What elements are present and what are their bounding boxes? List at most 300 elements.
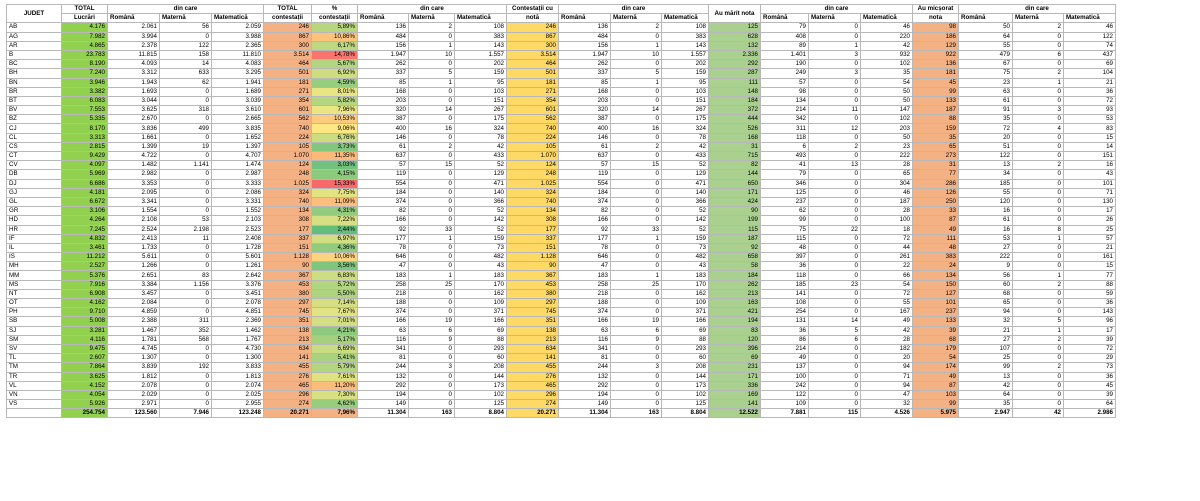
cell-total-contestatii: 138 <box>264 326 312 335</box>
cell-nota-romana: 177 <box>559 234 611 243</box>
cell-micsorat-matematica: 101 <box>1064 179 1116 188</box>
cell-au-micsorat: 31 <box>913 161 959 170</box>
cell-pct-contestatii: 5,89% <box>312 23 358 32</box>
cell-marit-materna: 0 <box>809 216 861 225</box>
cell-lucrari-materna: 62 <box>160 78 212 87</box>
cell-au-marit: 262 <box>709 280 761 289</box>
cell-lucrari-matematica: 3.988 <box>212 32 264 41</box>
cell-total-lucrari: 7.982 <box>62 32 108 41</box>
cell-lucrari-matematica: 2.086 <box>212 188 264 197</box>
cell-lucrari-romana: 1.554 <box>108 207 160 216</box>
cell-contestatii-materna: 1 <box>409 234 455 243</box>
cell-contestatii-romana: 119 <box>358 170 409 179</box>
cell-au-micsorat: 65 <box>913 142 959 151</box>
cell-lucrari-materna: 0 <box>160 344 212 353</box>
cell-judet: DB <box>7 170 62 179</box>
cell-marit-matematica: 147 <box>861 106 913 115</box>
cell-nota-materna: 19 <box>611 317 662 326</box>
cell-nota-romana: 11.304 <box>559 409 611 418</box>
table-row <box>7 23 1116 32</box>
cell-contestatii-romana: 63 <box>358 326 409 335</box>
cell-nota-romana: 188 <box>559 299 611 308</box>
cell-contestatii-romana: 132 <box>358 372 409 381</box>
cell-lucrari-materna: 0 <box>160 372 212 381</box>
header-pct-contestatii-1: % <box>312 5 358 14</box>
cell-micsorat-romana: 63 <box>959 87 1013 96</box>
cell-lucrari-matematica: 3.451 <box>212 289 264 298</box>
cell-micsorat-romana: 34 <box>959 170 1013 179</box>
cell-lucrari-romana: 2.388 <box>108 317 160 326</box>
cell-contestatii-matematica: 108 <box>455 23 507 32</box>
cell-nota-romana: 374 <box>559 197 611 206</box>
cell-lucrari-matematica: 1.652 <box>212 133 264 142</box>
cell-pct-contestatii: 2,44% <box>312 225 358 234</box>
cell-marit-materna: 0 <box>809 381 861 390</box>
cell-lucrari-matematica: 1.462 <box>212 326 264 335</box>
cell-contestatii-romana: 146 <box>358 133 409 142</box>
cell-marit-materna: 0 <box>809 87 861 96</box>
cell-nota-romana: 119 <box>559 170 611 179</box>
cell-total-contestatii: 90 <box>264 262 312 271</box>
header-contestatii-romana: Română <box>358 14 409 23</box>
cell-nota-materna: 1 <box>611 271 662 280</box>
header-au-micsorat-2: nota <box>913 14 959 23</box>
cell-lucrari-materna: 2.198 <box>160 225 212 234</box>
cell-nota-matematica: 102 <box>662 390 709 399</box>
cell-total-contestatii: 224 <box>264 133 312 142</box>
cell-marit-matematica: 28 <box>861 161 913 170</box>
cell-contestatii-nota: 177 <box>507 225 559 234</box>
cell-marit-materna: 2 <box>809 142 861 151</box>
cell-nota-romana: 132 <box>559 372 611 381</box>
cell-micsorat-matematica: 53 <box>1064 115 1116 124</box>
cell-lucrari-materna: 192 <box>160 363 212 372</box>
cell-au-micsorat: 133 <box>913 317 959 326</box>
cell-judet: SM <box>7 335 62 344</box>
cell-lucrari-materna: 0 <box>160 96 212 105</box>
cell-nota-matematica: 78 <box>662 133 709 142</box>
cell-marit-romana: 36 <box>761 262 809 271</box>
cell-contestatii-nota: 138 <box>507 326 559 335</box>
cell-au-marit: 715 <box>709 152 761 161</box>
cell-total-lucrari: 4.865 <box>62 41 108 50</box>
cell-lucrari-materna: 14 <box>160 60 212 69</box>
cell-au-marit: 92 <box>709 243 761 252</box>
cell-marit-materna: 0 <box>809 197 861 206</box>
cell-nota-matematica: 103 <box>662 87 709 96</box>
cell-contestatii-nota: 464 <box>507 60 559 69</box>
cell-au-marit: 82 <box>709 161 761 170</box>
cell-nota-materna: 0 <box>611 390 662 399</box>
cell-contestatii-nota: 105 <box>507 142 559 151</box>
cell-au-marit: 69 <box>709 354 761 363</box>
cell-marit-romana: 214 <box>761 106 809 115</box>
cell-total-lucrari: 5.376 <box>62 271 108 280</box>
cell-contestatii-materna: 0 <box>409 299 455 308</box>
cell-total-lucrari: 5.008 <box>62 317 108 326</box>
cell-judet: HD <box>7 216 62 225</box>
cell-marit-materna: 0 <box>809 372 861 381</box>
cell-contestatii-matematica: 366 <box>455 197 507 206</box>
table-row <box>7 124 1116 133</box>
cell-micsorat-matematica: 21 <box>1064 78 1116 87</box>
cell-lucrari-matematica: 3.039 <box>212 96 264 105</box>
cell-au-marit: 194 <box>709 317 761 326</box>
cell-marit-materna: 3 <box>809 69 861 78</box>
cell-nota-matematica: 140 <box>662 188 709 197</box>
cell-nota-matematica: 324 <box>662 124 709 133</box>
cell-micsorat-matematica: 74 <box>1064 41 1116 50</box>
cell-micsorat-romana: 67 <box>959 60 1013 69</box>
cell-micsorat-romana: 107 <box>959 344 1013 353</box>
cell-total-lucrari: 4.097 <box>62 161 108 170</box>
cell-micsorat-materna: 0 <box>1013 299 1064 308</box>
cell-nota-matematica: 1.557 <box>662 50 709 59</box>
cell-nota-romana: 166 <box>559 317 611 326</box>
cell-marit-romana: 49 <box>761 354 809 363</box>
cell-contestatii-materna: 0 <box>409 344 455 353</box>
cell-lucrari-romana: 4.745 <box>108 344 160 353</box>
cell-marit-materna: 0 <box>809 354 861 363</box>
cell-marit-matematica: 44 <box>861 243 913 252</box>
cell-au-marit: 396 <box>709 344 761 353</box>
cell-nota-matematica: 60 <box>662 354 709 363</box>
cell-marit-romana: 397 <box>761 253 809 262</box>
cell-nota-materna: 0 <box>611 216 662 225</box>
cell-pct-contestatii: 5,17% <box>312 335 358 344</box>
cell-marit-matematica: 72 <box>861 289 913 298</box>
cell-total-lucrari: 4.176 <box>62 23 108 32</box>
cell-marit-materna: 0 <box>809 133 861 142</box>
header-nota-matematica: Matematică <box>662 14 709 23</box>
cell-marit-romana: 115 <box>761 234 809 243</box>
cell-micsorat-matematica: 26 <box>1064 216 1116 225</box>
cell-micsorat-matematica: 64 <box>1064 400 1116 409</box>
table-row <box>7 363 1116 372</box>
cell-contestatii-romana: 149 <box>358 400 409 409</box>
cell-contestatii-nota: 274 <box>507 400 559 409</box>
cell-total-lucrari: 8.170 <box>62 124 108 133</box>
table-row <box>7 317 1116 326</box>
cell-lucrari-romana: 2.524 <box>108 225 160 234</box>
cell-au-micsorat: 150 <box>913 280 959 289</box>
cell-contestatii-romana: 82 <box>358 207 409 216</box>
cell-marit-materna: 0 <box>809 400 861 409</box>
cell-contestatii-matematica: 142 <box>455 216 507 225</box>
table-row <box>7 161 1116 170</box>
cell-contestatii-materna: 0 <box>409 354 455 363</box>
cell-marit-matematica: 932 <box>861 50 913 59</box>
cell-pct-contestatii: 7,75% <box>312 188 358 197</box>
cell-marit-materna: 0 <box>809 115 861 124</box>
cell-contestatii-romana: 554 <box>358 179 409 188</box>
cell-micsorat-romana: 94 <box>959 308 1013 317</box>
cell-nota-matematica: 183 <box>662 271 709 280</box>
cell-total-contestatii: 297 <box>264 299 312 308</box>
cell-nota-materna: 10 <box>611 50 662 59</box>
table-row <box>7 87 1116 96</box>
cell-micsorat-romana: 2.947 <box>959 409 1013 418</box>
cell-nota-romana: 337 <box>559 69 611 78</box>
cell-au-marit: 120 <box>709 335 761 344</box>
table-row <box>7 326 1116 335</box>
table-row <box>7 308 1116 317</box>
cell-lucrari-materna: 0 <box>160 243 212 252</box>
cell-judet: PH <box>7 308 62 317</box>
cell-micsorat-matematica: 77 <box>1064 271 1116 280</box>
cell-micsorat-materna: 0 <box>1013 253 1064 262</box>
cell-pct-contestatii: 7,22% <box>312 216 358 225</box>
cell-marit-matematica: 182 <box>861 344 913 353</box>
cell-contestatii-nota: 745 <box>507 308 559 317</box>
cell-au-micsorat: 99 <box>913 400 959 409</box>
cell-total-contestatii: 867 <box>264 32 312 41</box>
cell-contestatii-matematica: 143 <box>455 41 507 50</box>
cell-marit-matematica: 20 <box>861 354 913 363</box>
cell-judet <box>7 409 62 418</box>
cell-au-micsorat: 77 <box>913 170 959 179</box>
cell-nota-materna: 2 <box>611 142 662 151</box>
cell-total-lucrari: 9.429 <box>62 152 108 161</box>
cell-total-contestatii: 453 <box>264 280 312 289</box>
cell-pct-contestatii: 5,41% <box>312 354 358 363</box>
cell-micsorat-matematica: 88 <box>1064 280 1116 289</box>
cell-contestatii-nota: 271 <box>507 87 559 96</box>
cell-contestatii-romana: 81 <box>358 354 409 363</box>
cell-lucrari-materna: 0 <box>160 87 212 96</box>
cell-judet: BZ <box>7 115 62 124</box>
cell-pct-contestatii: 6,97% <box>312 234 358 243</box>
cell-micsorat-materna: 3 <box>1013 106 1064 115</box>
cell-micsorat-matematica: 57 <box>1064 234 1116 243</box>
cell-marit-materna: 5 <box>809 326 861 335</box>
cell-pct-contestatii: 10,86% <box>312 32 358 41</box>
cell-total-contestatii: 324 <box>264 188 312 197</box>
cell-nota-materna: 0 <box>611 60 662 69</box>
cell-total-lucrari: 3.382 <box>62 87 108 96</box>
cell-contestatii-matematica: 109 <box>455 299 507 308</box>
cell-nota-matematica: 109 <box>662 299 709 308</box>
header-nota-materna: Maternă <box>611 14 662 23</box>
table-row <box>7 41 1116 50</box>
cell-lucrari-materna: 158 <box>160 50 212 59</box>
cell-judet: SV <box>7 344 62 353</box>
cell-contestatii-materna: 0 <box>409 152 455 161</box>
cell-nota-romana: 63 <box>559 326 611 335</box>
cell-nota-romana: 341 <box>559 344 611 353</box>
cell-marit-materna: 0 <box>809 234 861 243</box>
cell-lucrari-romana: 1.661 <box>108 133 160 142</box>
cell-pct-contestatii: 7,96% <box>312 409 358 418</box>
cell-total-lucrari: 4.152 <box>62 381 108 390</box>
cell-lucrari-romana: 1.781 <box>108 335 160 344</box>
cell-contestatii-matematica: 482 <box>455 253 507 262</box>
cell-micsorat-matematica: 161 <box>1064 253 1116 262</box>
cell-nota-matematica: 143 <box>662 41 709 50</box>
cell-micsorat-romana: 99 <box>959 363 1013 372</box>
cell-nota-matematica: 175 <box>662 115 709 124</box>
cell-micsorat-matematica: 93 <box>1064 106 1116 115</box>
cell-total-lucrari: 5.969 <box>62 170 108 179</box>
cell-contestatii-romana: 116 <box>358 335 409 344</box>
cell-judet: IS <box>7 253 62 262</box>
cell-au-micsorat: 49 <box>913 225 959 234</box>
cell-total-lucrari: 23.783 <box>62 50 108 59</box>
cell-judet: CL <box>7 133 62 142</box>
cell-contestatii-materna: 0 <box>409 197 455 206</box>
cell-contestatii-matematica: 471 <box>455 179 507 188</box>
cell-lucrari-matematica: 3.835 <box>212 124 264 133</box>
cell-micsorat-romana: 75 <box>959 69 1013 78</box>
cell-marit-materna: 14 <box>809 317 861 326</box>
cell-lucrari-romana: 4.859 <box>108 308 160 317</box>
table-row <box>7 50 1116 59</box>
cell-judet: GJ <box>7 188 62 197</box>
cell-au-marit: 12.522 <box>709 409 761 418</box>
cell-au-marit: 658 <box>709 253 761 262</box>
cell-contestatii-romana: 166 <box>358 317 409 326</box>
cell-marit-matematica: 304 <box>861 179 913 188</box>
table-row <box>7 354 1116 363</box>
cell-marit-matematica: 94 <box>861 363 913 372</box>
cell-contestatii-matematica: 42 <box>455 142 507 151</box>
cell-contestatii-materna: 16 <box>409 124 455 133</box>
table-row <box>7 179 1116 188</box>
cell-contestatii-matematica: 183 <box>455 271 507 280</box>
cell-contestatii-matematica: 52 <box>455 161 507 170</box>
cell-contestatii-materna: 0 <box>409 262 455 271</box>
cell-marit-materna: 6 <box>809 335 861 344</box>
cell-nota-materna: 0 <box>611 354 662 363</box>
cell-nota-materna: 0 <box>611 372 662 381</box>
cell-nota-romana: 116 <box>559 335 611 344</box>
cell-micsorat-romana: 35 <box>959 115 1013 124</box>
cell-contestatii-nota: 213 <box>507 335 559 344</box>
cell-micsorat-materna: 0 <box>1013 372 1064 381</box>
cell-lucrari-romana: 1.266 <box>108 262 160 271</box>
cell-nota-materna: 0 <box>611 207 662 216</box>
cell-lucrari-matematica: 1.300 <box>212 354 264 363</box>
cell-marit-materna: 11 <box>809 106 861 115</box>
cell-au-micsorat: 187 <box>913 106 959 115</box>
cell-nota-matematica: 202 <box>662 60 709 69</box>
cell-marit-romana: 190 <box>761 60 809 69</box>
cell-contestatii-materna: 14 <box>409 106 455 115</box>
cell-micsorat-matematica: 83 <box>1064 124 1116 133</box>
cell-total-lucrari: 3.625 <box>62 372 108 381</box>
cell-contestatii-matematica: 383 <box>455 32 507 41</box>
cell-lucrari-matematica: 1.474 <box>212 161 264 170</box>
cell-nota-matematica: 129 <box>662 170 709 179</box>
cell-au-marit: 144 <box>709 170 761 179</box>
cell-contestatii-materna: 0 <box>409 253 455 262</box>
cell-contestatii-matematica: 129 <box>455 170 507 179</box>
cell-micsorat-matematica: 46 <box>1064 23 1116 32</box>
cell-au-micsorat: 174 <box>913 363 959 372</box>
cell-lucrari-romana: 2.084 <box>108 299 160 308</box>
cell-nota-matematica: 267 <box>662 106 709 115</box>
cell-lucrari-matematica: 2.523 <box>212 225 264 234</box>
cell-nota-matematica: 52 <box>662 161 709 170</box>
cell-micsorat-materna: 0 <box>1013 381 1064 390</box>
cell-judet: VL <box>7 381 62 390</box>
cell-judet: BH <box>7 69 62 78</box>
cell-contestatii-romana: 156 <box>358 41 409 50</box>
cell-lucrari-matematica: 2.365 <box>212 41 264 50</box>
cell-nota-romana: 168 <box>559 87 611 96</box>
cell-nota-materna: 33 <box>611 225 662 234</box>
cell-contestatii-nota: 90 <box>507 262 559 271</box>
cell-micsorat-romana: 32 <box>959 317 1013 326</box>
cell-micsorat-materna: 2 <box>1013 363 1064 372</box>
table-row <box>7 271 1116 280</box>
cell-contestatii-materna: 6 <box>409 326 455 335</box>
cell-au-micsorat: 383 <box>913 253 959 262</box>
cell-total-lucrari: 4.054 <box>62 390 108 399</box>
cell-contestatii-matematica: 1.557 <box>455 50 507 59</box>
cell-nota-romana: 554 <box>559 179 611 188</box>
cell-pct-contestatii: 11,35% <box>312 152 358 161</box>
cell-au-marit: 184 <box>709 96 761 105</box>
header-din-care-nota: din care <box>559 5 709 14</box>
cell-nota-materna: 0 <box>611 152 662 161</box>
cell-marit-matematica: 18 <box>861 225 913 234</box>
cell-judet: TL <box>7 354 62 363</box>
cell-marit-matematica: 49 <box>861 317 913 326</box>
header-marit-materna: Maternă <box>809 14 861 23</box>
cell-marit-romana: 254 <box>761 308 809 317</box>
cell-lucrari-romana: 2.029 <box>108 390 160 399</box>
cell-contestatii-nota: 3.514 <box>507 50 559 59</box>
cell-nota-materna: 15 <box>611 161 662 170</box>
cell-nota-materna: 16 <box>611 124 662 133</box>
cell-contestatii-romana: 374 <box>358 308 409 317</box>
cell-micsorat-materna: 8 <box>1013 225 1064 234</box>
cell-total-lucrari: 7.553 <box>62 106 108 115</box>
cell-marit-matematica: 4.526 <box>861 409 913 418</box>
cell-nota-romana: 484 <box>559 32 611 41</box>
cell-contestatii-nota: 134 <box>507 207 559 216</box>
cell-nota-materna: 9 <box>611 335 662 344</box>
cell-marit-matematica: 54 <box>861 280 913 289</box>
cell-nota-romana: 47 <box>559 262 611 271</box>
cell-nota-matematica: 108 <box>662 23 709 32</box>
cell-judet: MS <box>7 280 62 289</box>
cell-nota-materna: 0 <box>611 179 662 188</box>
cell-contestatii-nota: 300 <box>507 41 559 50</box>
cell-lucrari-romana: 123.560 <box>108 409 160 418</box>
cell-lucrari-romana: 3.836 <box>108 124 160 133</box>
cell-contestatii-romana: 341 <box>358 344 409 353</box>
cell-marit-romana: 242 <box>761 381 809 390</box>
cell-judet: CT <box>7 152 62 161</box>
cell-contestatii-materna: 0 <box>409 115 455 124</box>
cell-lucrari-materna: 0 <box>160 289 212 298</box>
cell-contestatii-materna: 0 <box>409 243 455 252</box>
cell-contestatii-materna: 2 <box>409 142 455 151</box>
cell-total-contestatii: 296 <box>264 390 312 399</box>
cell-lucrari-matematica: 1.552 <box>212 207 264 216</box>
cell-contestatii-matematica: 202 <box>455 60 507 69</box>
cell-au-micsorat: 250 <box>913 197 959 206</box>
cell-micsorat-matematica: 45 <box>1064 381 1116 390</box>
results-sheet <box>6 4 1116 418</box>
cell-marit-matematica: 102 <box>861 60 913 69</box>
cell-marit-matematica: 102 <box>861 115 913 124</box>
cell-total-lucrari: 254.754 <box>62 409 108 418</box>
cell-total-lucrari: 6.672 <box>62 197 108 206</box>
cell-lucrari-romana: 3.839 <box>108 363 160 372</box>
